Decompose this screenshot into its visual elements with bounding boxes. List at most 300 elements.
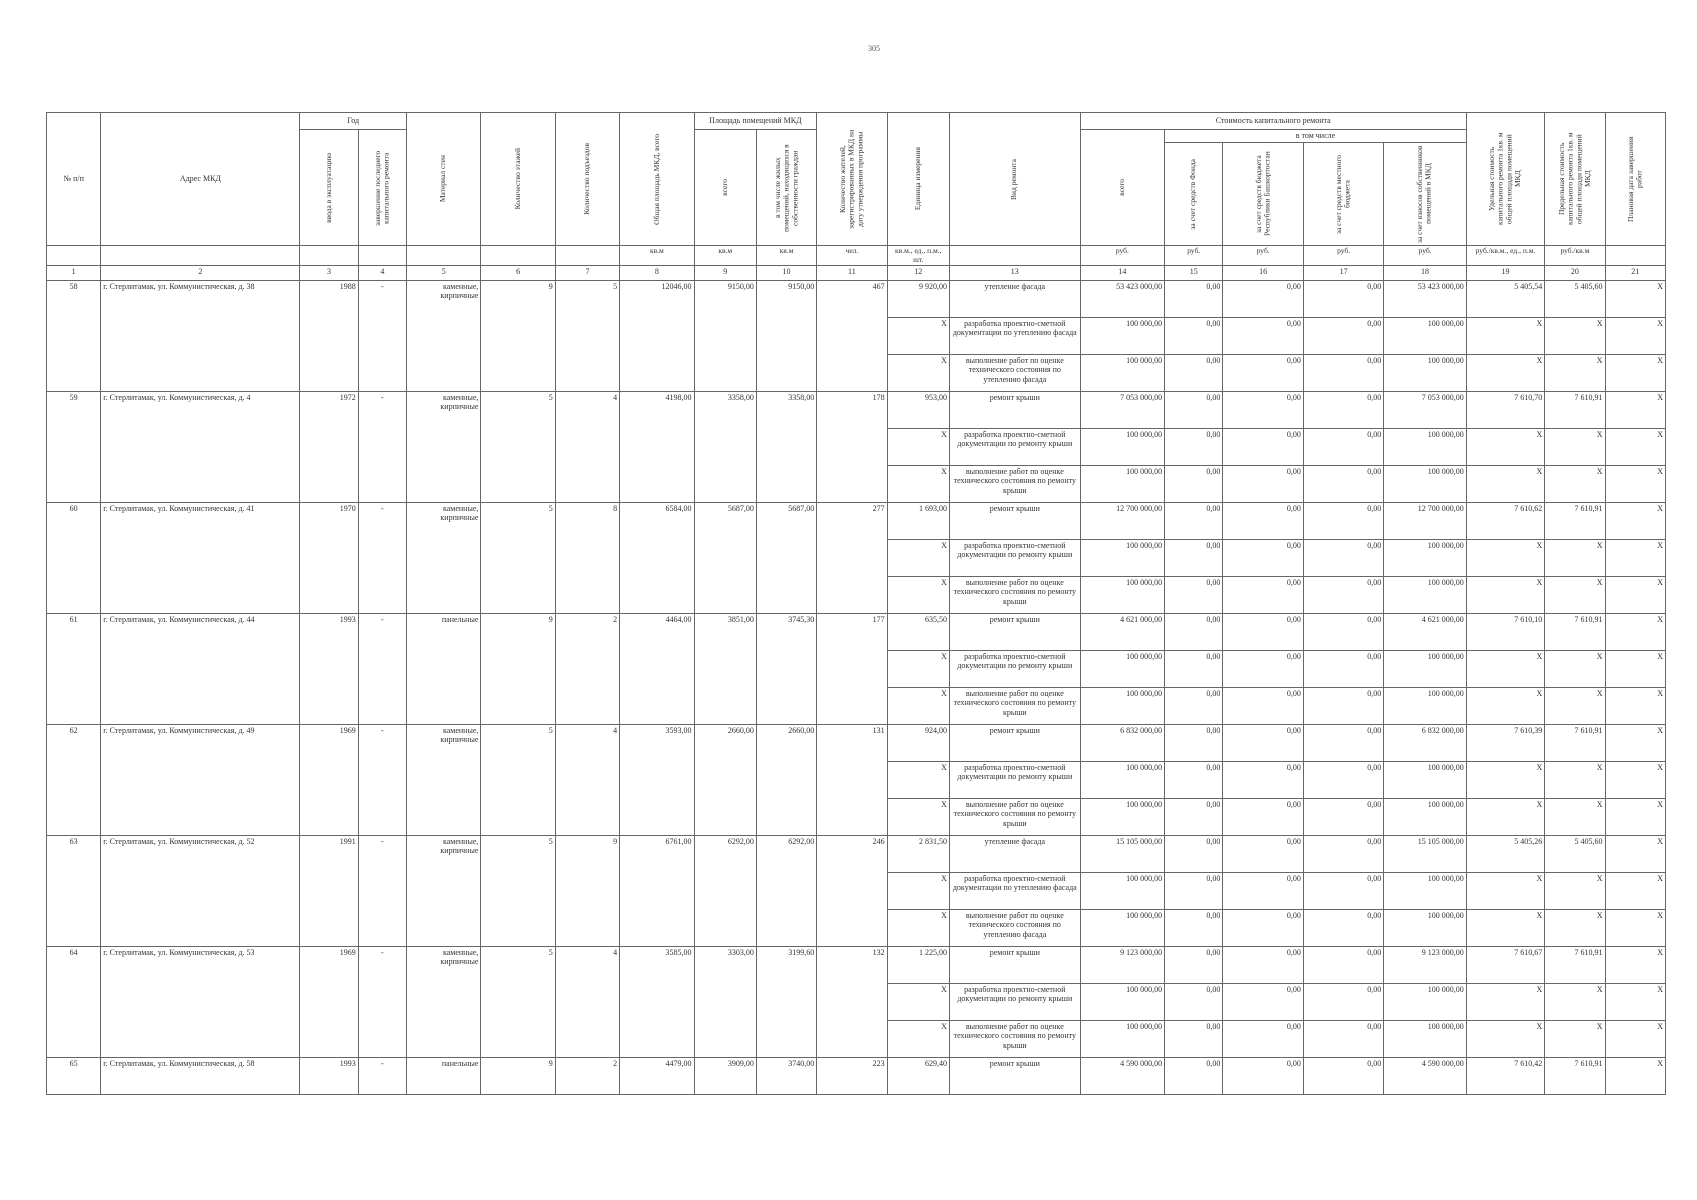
work-unit: 2 831,50 [887,836,949,873]
work-owners: 100 000,00 [1384,799,1467,836]
work-local: 0,00 [1303,540,1383,577]
row-residents: 277 [817,503,887,614]
row-residents: 132 [817,947,887,1058]
work-max-cost: X [1545,355,1605,392]
row-material: каменные, кирпичные [406,281,480,392]
row-floors: 5 [481,392,555,503]
work-fund: 0,00 [1165,688,1223,725]
work-republic: 0,00 [1223,984,1303,1021]
work-date: X [1605,577,1665,614]
row-last-repair: - [358,281,406,392]
work-specific-cost: X [1466,984,1544,1021]
row-num: 62 [47,725,101,836]
row-num: 58 [47,281,101,392]
row-address: г. Стерлитамак, ул. Коммунистическая, д. 44 [101,614,300,725]
work-total: 9 123 000,00 [1080,947,1164,984]
work-specific-cost: X [1466,355,1544,392]
row-owned: 9150,00 [756,281,816,392]
hdr-year-group: Год [300,113,407,130]
work-max-cost: X [1545,984,1605,1021]
unit-cell [555,246,619,266]
work-specific-cost: 7 610,39 [1466,725,1544,762]
work-specific-cost: X [1466,1021,1544,1058]
row-material: каменные, кирпичные [406,503,480,614]
work-max-cost: 5 405,60 [1545,281,1605,318]
work-fund: 0,00 [1165,762,1223,799]
row-last-repair: - [358,614,406,725]
row-entrances: 4 [555,947,619,1058]
repair-program-table [46,112,1666,1095]
row-material: каменные, кирпичные [406,725,480,836]
work-specific-cost: 5 405,26 [1466,836,1544,873]
work-date: X [1605,540,1665,577]
work-type: разработка проектно-сметной документации по утеплению фасада [949,318,1080,355]
work-type: разработка проектно-сметной документации по ремонту крыши [949,762,1080,799]
work-fund: 0,00 [1165,910,1223,947]
work-max-cost: X [1545,910,1605,947]
work-type: выполнение работ по оценке технического состояния по ремонту крыши [949,688,1080,725]
hdr-repair-type: Вид ремонта [949,113,1080,246]
column-number: 14 [1080,266,1164,281]
work-type: выполнение работ по оценке технического состояния по ремонту крыши [949,1021,1080,1058]
column-number: 18 [1384,266,1467,281]
hdr-cost-local: за счет средств местного бюджета [1303,143,1383,246]
work-max-cost: X [1545,762,1605,799]
work-total: 100 000,00 [1080,762,1164,799]
work-local: 0,00 [1303,466,1383,503]
work-type: разработка проектно-сметной документации по ремонту крыши [949,984,1080,1021]
work-owners: 12 700 000,00 [1384,503,1467,540]
work-date: X [1605,392,1665,429]
column-number: 16 [1223,266,1303,281]
hdr-floors: Количество этажей [481,113,555,246]
unit-cell: кв.м [756,246,816,266]
work-owners: 53 423 000,00 [1384,281,1467,318]
row-residents: 246 [817,836,887,947]
work-republic: 0,00 [1223,355,1303,392]
table-header [47,113,1666,281]
work-date: X [1605,836,1665,873]
work-local: 0,00 [1303,984,1383,1021]
work-republic: 0,00 [1223,1021,1303,1058]
unit-cell: руб. [1165,246,1223,266]
work-local: 0,00 [1303,1058,1383,1095]
unit-cell [101,246,300,266]
row-year: 1993 [300,1058,358,1095]
work-unit: 629,40 [887,1058,949,1095]
work-type: разработка проектно-сметной документации по утеплению фасада [949,873,1080,910]
work-unit: X [887,429,949,466]
row-owned: 3358,00 [756,392,816,503]
work-republic: 0,00 [1223,836,1303,873]
work-total: 7 053 000,00 [1080,392,1164,429]
work-owners: 7 053 000,00 [1384,392,1467,429]
work-date: X [1605,318,1665,355]
work-specific-cost: X [1466,651,1544,688]
column-number: 13 [949,266,1080,281]
work-republic: 0,00 [1223,281,1303,318]
work-type: ремонт крыши [949,947,1080,984]
unit-cell: руб. [1223,246,1303,266]
row-material: панельные [406,1058,480,1095]
row-year: 1970 [300,503,358,614]
column-number: 12 [887,266,949,281]
column-number: 15 [1165,266,1223,281]
table-row [47,1058,1666,1095]
row-material: каменные, кирпичные [406,836,480,947]
row-owned: 3745,30 [756,614,816,725]
work-max-cost: X [1545,651,1605,688]
column-number: 1 [47,266,101,281]
work-total: 100 000,00 [1080,318,1164,355]
work-republic: 0,00 [1223,429,1303,466]
row-premises: 2660,00 [694,725,756,836]
work-unit: X [887,1021,949,1058]
work-unit: X [887,799,949,836]
column-number: 11 [817,266,887,281]
row-year: 1988 [300,281,358,392]
unit-cell: руб./кв.м [1545,246,1605,266]
row-entrances: 2 [555,1058,619,1095]
work-local: 0,00 [1303,355,1383,392]
row-total-area: 6584,00 [620,503,694,614]
work-local: 0,00 [1303,762,1383,799]
work-specific-cost: X [1466,466,1544,503]
work-local: 0,00 [1303,836,1383,873]
work-date: X [1605,799,1665,836]
work-total: 100 000,00 [1080,429,1164,466]
work-owners: 100 000,00 [1384,429,1467,466]
row-residents: 178 [817,392,887,503]
work-specific-cost: X [1466,688,1544,725]
work-type: ремонт крыши [949,1058,1080,1095]
work-total: 100 000,00 [1080,799,1164,836]
work-local: 0,00 [1303,429,1383,466]
work-fund: 0,00 [1165,392,1223,429]
work-unit: X [887,466,949,503]
work-date: X [1605,503,1665,540]
work-total: 53 423 000,00 [1080,281,1164,318]
work-local: 0,00 [1303,910,1383,947]
row-entrances: 4 [555,725,619,836]
work-owners: 100 000,00 [1384,873,1467,910]
work-specific-cost: X [1466,910,1544,947]
work-owners: 100 000,00 [1384,762,1467,799]
unit-cell: руб./кв.м., ед., п.м. [1466,246,1544,266]
work-local: 0,00 [1303,614,1383,651]
row-num: 64 [47,947,101,1058]
work-type: разработка проектно-сметной документации по ремонту крыши [949,651,1080,688]
table-row [47,836,1666,873]
work-specific-cost: X [1466,799,1544,836]
unit-cell: кв.м [620,246,694,266]
row-entrances: 5 [555,281,619,392]
unit-cell [300,246,358,266]
hdr-residents: Количество жителей, зарегистрированных в МКД на дату утверждения программы [817,113,887,246]
row-total-area: 6761,00 [620,836,694,947]
work-fund: 0,00 [1165,355,1223,392]
column-number: 2 [101,266,300,281]
work-local: 0,00 [1303,392,1383,429]
work-specific-cost: X [1466,540,1544,577]
work-total: 100 000,00 [1080,688,1164,725]
table-row [47,947,1666,984]
row-total-area: 3593,00 [620,725,694,836]
row-floors: 9 [481,614,555,725]
work-owners: 4 621 000,00 [1384,614,1467,651]
row-floors: 9 [481,281,555,392]
table-row [47,503,1666,540]
work-republic: 0,00 [1223,503,1303,540]
row-residents: 223 [817,1058,887,1095]
work-date: X [1605,762,1665,799]
column-number: 9 [694,266,756,281]
work-unit: X [887,540,949,577]
row-year: 1972 [300,392,358,503]
work-fund: 0,00 [1165,873,1223,910]
work-type: ремонт крыши [949,503,1080,540]
row-floors: 5 [481,836,555,947]
work-specific-cost: X [1466,873,1544,910]
work-owners: 100 000,00 [1384,984,1467,1021]
row-material: панельные [406,614,480,725]
work-republic: 0,00 [1223,651,1303,688]
work-fund: 0,00 [1165,947,1223,984]
row-floors: 5 [481,503,555,614]
work-total: 15 105 000,00 [1080,836,1164,873]
work-republic: 0,00 [1223,614,1303,651]
work-max-cost: 7 610,91 [1545,1058,1605,1095]
row-entrances: 2 [555,614,619,725]
column-number: 7 [555,266,619,281]
work-fund: 0,00 [1165,836,1223,873]
work-date: X [1605,466,1665,503]
work-fund: 0,00 [1165,614,1223,651]
work-republic: 0,00 [1223,1058,1303,1095]
work-owners: 100 000,00 [1384,910,1467,947]
work-type: выполнение работ по оценке технического состояния по ремонту крыши [949,799,1080,836]
work-specific-cost: 7 610,67 [1466,947,1544,984]
work-specific-cost: X [1466,318,1544,355]
work-fund: 0,00 [1165,725,1223,762]
row-premises: 3909,00 [694,1058,756,1095]
work-unit: X [887,984,949,1021]
row-year: 1969 [300,947,358,1058]
work-fund: 0,00 [1165,466,1223,503]
work-type: утепление фасада [949,281,1080,318]
work-fund: 0,00 [1165,1058,1223,1095]
table-row [47,725,1666,762]
work-republic: 0,00 [1223,799,1303,836]
table-row [47,392,1666,429]
work-max-cost: X [1545,1021,1605,1058]
work-local: 0,00 [1303,688,1383,725]
work-owners: 6 832 000,00 [1384,725,1467,762]
work-fund: 0,00 [1165,1021,1223,1058]
row-last-repair: - [358,947,406,1058]
work-unit: X [887,318,949,355]
hdr-premises-group: Площадь помещений МКД [694,113,817,130]
work-unit: X [887,355,949,392]
hdr-num: № п/п [47,113,101,246]
row-owned: 3199,60 [756,947,816,1058]
work-local: 0,00 [1303,651,1383,688]
work-date: X [1605,355,1665,392]
work-max-cost: 5 405,60 [1545,836,1605,873]
hdr-cost-group: Стоимость капитального ремонта [1080,113,1466,130]
work-type: ремонт крыши [949,614,1080,651]
work-unit: X [887,762,949,799]
work-date: X [1605,281,1665,318]
row-year: 1991 [300,836,358,947]
work-total: 100 000,00 [1080,577,1164,614]
work-owners: 100 000,00 [1384,651,1467,688]
row-floors: 9 [481,1058,555,1095]
work-max-cost: X [1545,688,1605,725]
hdr-specific-cost: Удельная стоимость капитального ремонта 1кв. м общей площади помещений МКД [1466,113,1544,246]
column-numbers-row [47,266,1666,281]
work-date: X [1605,984,1665,1021]
work-unit: X [887,910,949,947]
unit-cell [358,246,406,266]
unit-cell [406,246,480,266]
work-date: X [1605,651,1665,688]
row-last-repair: - [358,1058,406,1095]
work-total: 100 000,00 [1080,984,1164,1021]
row-owned: 5687,00 [756,503,816,614]
work-owners: 100 000,00 [1384,577,1467,614]
row-owned: 6292,00 [756,836,816,947]
row-num: 61 [47,614,101,725]
row-floors: 5 [481,947,555,1058]
work-unit: X [887,873,949,910]
work-owners: 100 000,00 [1384,355,1467,392]
work-unit: X [887,577,949,614]
work-total: 100 000,00 [1080,540,1164,577]
units-row [47,246,1666,266]
work-fund: 0,00 [1165,799,1223,836]
column-number: 10 [756,266,816,281]
work-date: X [1605,688,1665,725]
work-type: разработка проектно-сметной документации по ремонту крыши [949,540,1080,577]
row-address: г. Стерлитамак, ул. Коммунистическая, д. 38 [101,281,300,392]
work-local: 0,00 [1303,873,1383,910]
row-residents: 177 [817,614,887,725]
work-unit: 635,50 [887,614,949,651]
work-max-cost: X [1545,429,1605,466]
work-type: утепление фасада [949,836,1080,873]
row-address: г. Стерлитамак, ул. Коммунистическая, д. 53 [101,947,300,1058]
work-type: выполнение работ по оценке технического состояния по утеплению фасада [949,355,1080,392]
table-row [47,614,1666,651]
unit-cell: руб. [1080,246,1164,266]
row-num: 59 [47,392,101,503]
work-local: 0,00 [1303,799,1383,836]
work-specific-cost: 7 610,42 [1466,1058,1544,1095]
row-total-area: 3585,00 [620,947,694,1058]
row-year: 1969 [300,725,358,836]
column-number: 17 [1303,266,1383,281]
page-number: 305 [868,44,880,53]
unit-cell [47,246,101,266]
work-owners: 100 000,00 [1384,540,1467,577]
row-premises: 3303,00 [694,947,756,1058]
work-local: 0,00 [1303,725,1383,762]
work-type: выполнение работ по оценке технического состояния по ремонту крыши [949,577,1080,614]
work-specific-cost: 7 610,10 [1466,614,1544,651]
hdr-cost-republic: за счет средств бюджета Республики Башкортостан [1223,143,1303,246]
work-total: 6 832 000,00 [1080,725,1164,762]
work-specific-cost: X [1466,429,1544,466]
unit-cell [481,246,555,266]
column-number: 20 [1545,266,1605,281]
work-type: ремонт крыши [949,725,1080,762]
work-type: разработка проектно-сметной документации по ремонту крыши [949,429,1080,466]
hdr-cost-fund: за счет средств Фонда [1165,143,1223,246]
row-year: 1993 [300,614,358,725]
row-total-area: 12046,00 [620,281,694,392]
work-max-cost: X [1545,318,1605,355]
row-last-repair: - [358,725,406,836]
row-premises: 3851,00 [694,614,756,725]
work-date: X [1605,429,1665,466]
work-total: 100 000,00 [1080,651,1164,688]
work-date: X [1605,1021,1665,1058]
work-republic: 0,00 [1223,466,1303,503]
row-num: 63 [47,836,101,947]
hdr-year-commission: ввода в эксплуатацию [300,130,358,246]
work-max-cost: X [1545,466,1605,503]
work-specific-cost: X [1466,577,1544,614]
unit-cell: кв.м., ед., п.м., шт. [887,246,949,266]
row-num: 60 [47,503,101,614]
unit-cell [1605,246,1665,266]
work-local: 0,00 [1303,1021,1383,1058]
hdr-total-area: Общая площадь МКД, всего [620,113,694,246]
hdr-entrances: Количество подъездов [555,113,619,246]
work-max-cost: 7 610,91 [1545,947,1605,984]
work-republic: 0,00 [1223,873,1303,910]
work-total: 4 621 000,00 [1080,614,1164,651]
row-residents: 131 [817,725,887,836]
work-fund: 0,00 [1165,429,1223,466]
column-number: 6 [481,266,555,281]
row-owned: 3740,00 [756,1058,816,1095]
work-max-cost: 7 610,91 [1545,614,1605,651]
work-fund: 0,00 [1165,318,1223,355]
work-owners: 100 000,00 [1384,318,1467,355]
row-material: каменные, кирпичные [406,392,480,503]
work-total: 4 590 000,00 [1080,1058,1164,1095]
column-number: 21 [1605,266,1665,281]
work-specific-cost: 5 405,54 [1466,281,1544,318]
work-owners: 9 123 000,00 [1384,947,1467,984]
row-entrances: 8 [555,503,619,614]
row-premises: 6292,00 [694,836,756,947]
work-owners: 100 000,00 [1384,1021,1467,1058]
work-max-cost: X [1545,540,1605,577]
work-unit: 1 225,00 [887,947,949,984]
work-fund: 0,00 [1165,984,1223,1021]
row-total-area: 4464,00 [620,614,694,725]
work-fund: 0,00 [1165,651,1223,688]
hdr-cost-owners: за счет взносов собственников помещений в МКД [1384,143,1467,246]
work-fund: 0,00 [1165,540,1223,577]
work-republic: 0,00 [1223,392,1303,429]
row-address: г. Стерлитамак, ул. Коммунистическая, д. 49 [101,725,300,836]
row-floors: 5 [481,725,555,836]
work-republic: 0,00 [1223,540,1303,577]
